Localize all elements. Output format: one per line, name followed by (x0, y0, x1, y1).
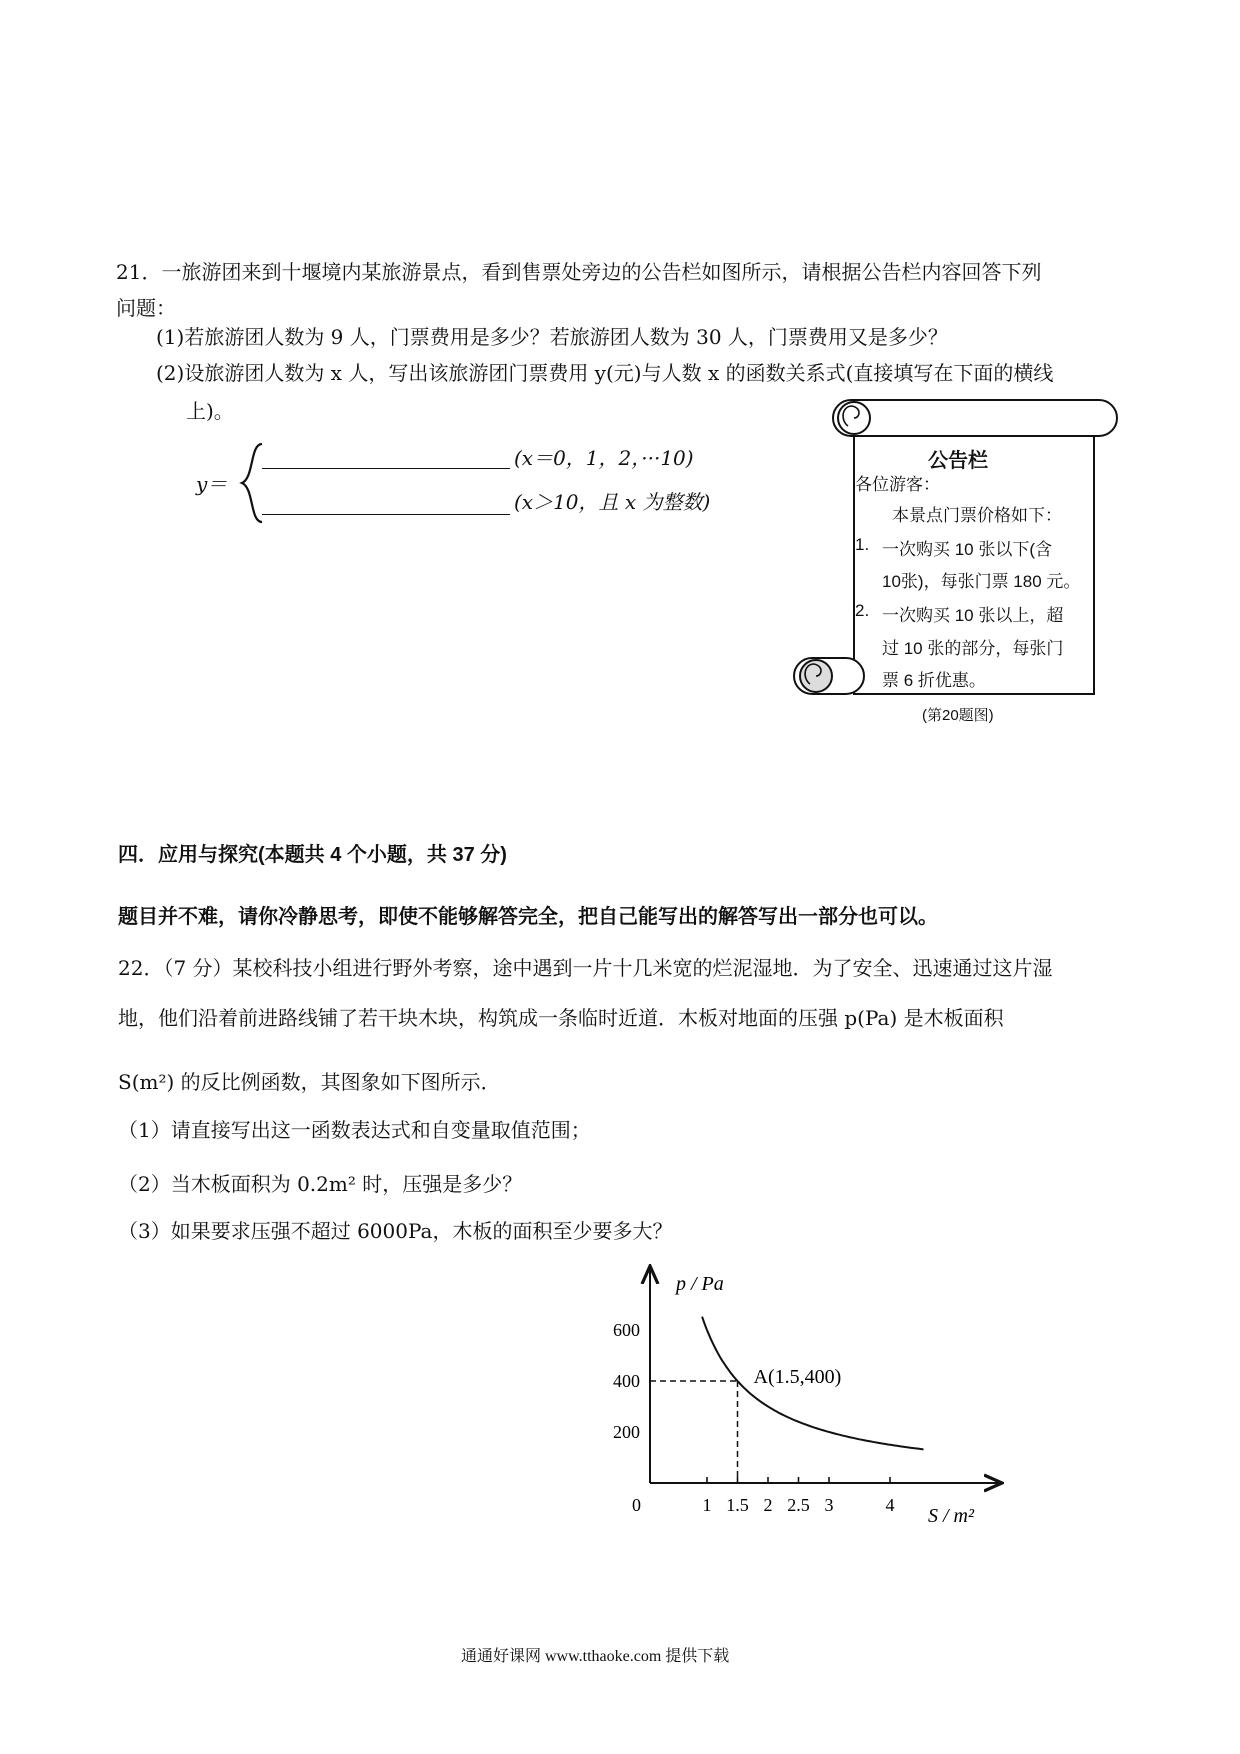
point-a-label: A(1.5,400) (753, 1366, 842, 1388)
notice-item2-num: 2. (855, 601, 870, 620)
q22-line1: 22．（7 分）某校科技小组进行野外考察，途中遇到一片十几米宽的烂泥湿地．为了安全、迅速通过这片湿 (118, 956, 1053, 980)
y-tick-label: 600 (613, 1320, 640, 1340)
origin-label: 0 (632, 1495, 641, 1515)
notice-item1-line1: 一次购买 10 张以下(含 (882, 540, 1053, 559)
q21-line2: 问题： (116, 296, 176, 320)
q21-part2-line2: 上)。 (186, 399, 234, 423)
notice-item1-num: 1. (855, 535, 870, 554)
x-tick-label: 4 (885, 1495, 895, 1515)
answer-blank-1[interactable] (262, 448, 510, 469)
answer-blank-2[interactable] (262, 494, 510, 515)
x-tick-label: 3 (824, 1495, 834, 1515)
section-instruction: 题目并不难，请你冷静思考，即使不能够解答完全，把自己能写出的解答写出一部分也可以。 (118, 906, 938, 928)
footer-text: 通通好课网 www.tthaoke.com 提供下载 (461, 1648, 730, 1665)
condition-2: (x＞10，且 x 为整数) (514, 490, 711, 514)
notice-title: 公告栏 (928, 450, 988, 472)
y-equals: y＝ (196, 472, 228, 496)
q21-part1: (1)若旅游团人数为 9 人，门票费用是多少？若旅游团人数为 30 人，门票费用又是多少？ (156, 325, 948, 349)
q21-line1: 21．一旅游团来到十堰境内某旅游景点，看到售票处旁边的公告栏如图所示，请根据公告栏内容回答下列 (116, 260, 1042, 284)
inverse-proportion-chart (590, 1260, 1010, 1530)
notice-item2-line2: 过 10 张的部分，每张门 (882, 639, 1064, 658)
x-tick-label: 2.5 (787, 1495, 810, 1515)
y-axis-label: p / Pa (676, 1273, 724, 1295)
notice-item1-line2: 10张)，每张门票 180 元。 (882, 572, 1081, 591)
q22-sub2: （2）当木板面积为 0.2m² 时，压强是多少？ (118, 1172, 523, 1196)
x-tick-label: 1 (702, 1495, 712, 1515)
notice-greeting: 各位游客： (855, 475, 940, 494)
x-axis-label: S / m² (928, 1505, 974, 1527)
q22-line3: S(m²) 的反比例函数，其图象如下图所示． (118, 1070, 501, 1094)
notice-item2-line1: 一次购买 10 张以上，超 (882, 606, 1064, 625)
q22-line2: 地，他们沿着前进路线铺了若干块木块，构筑成一条临时近道．木板对地面的压强 p(Pa) 是木板面积 (118, 1006, 1004, 1030)
x-tick-label: 1.5 (726, 1495, 749, 1515)
q21-part2-line1: (2)设旅游团人数为 x 人，写出该旅游团门票费用 y(元)与人数 x 的函数关系式(直接填写在下面的横线 (156, 361, 1054, 385)
condition-1: (x＝0，1，2，···10) (514, 446, 694, 470)
section-heading: 四．应用与探究(本题共 4 个小题，共 37 分) (118, 844, 507, 866)
q22-sub3: （3）如果要求压强不超过 6000Pa，木板的面积至少要多大？ (118, 1219, 673, 1243)
y-tick-label: 400 (613, 1371, 640, 1391)
figure-caption: (第20题图) (922, 707, 994, 724)
q22-sub1: （1）请直接写出这一函数表达式和自变量取值范围； (118, 1118, 591, 1142)
notice-intro: 本景点门票价格如下： (892, 506, 1062, 525)
notice-item2-line3: 票 6 折优惠。 (882, 671, 986, 690)
y-tick-label: 200 (613, 1422, 640, 1442)
x-tick-label: 2 (763, 1495, 773, 1515)
